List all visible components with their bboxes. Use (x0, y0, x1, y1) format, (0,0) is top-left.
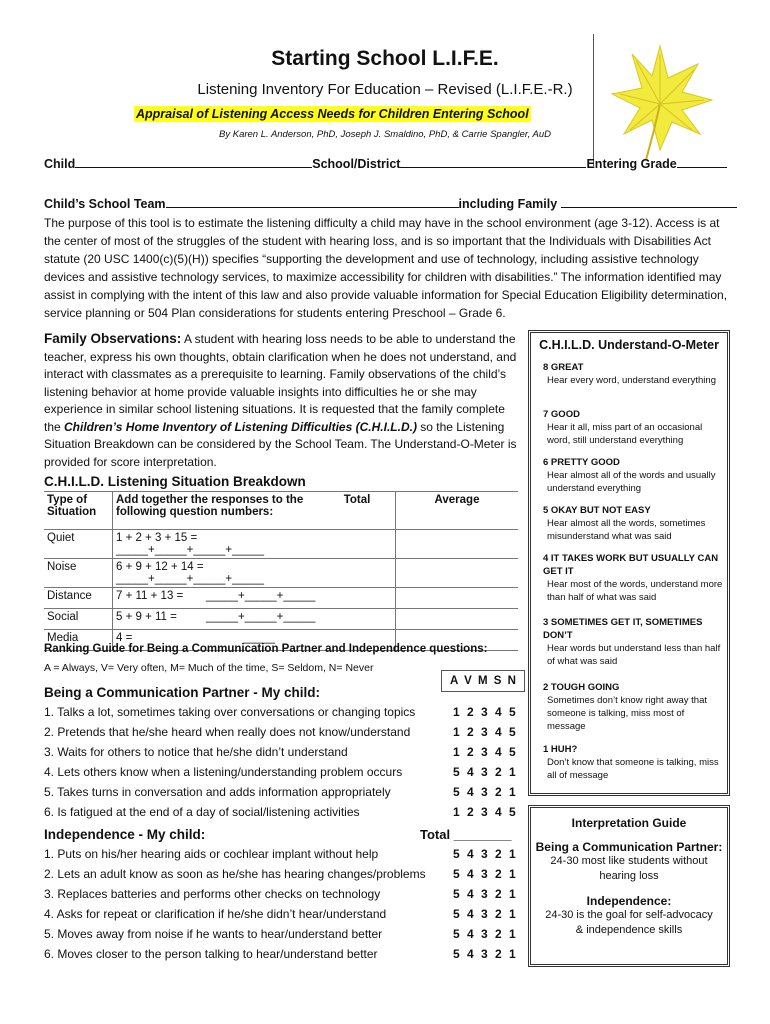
average-cell[interactable] (396, 530, 519, 559)
meter-level-1: 1 HUH? Don’t know that someone is talking, miss all of message (543, 744, 719, 781)
purpose-paragraph: The purpose of this tool is to estimate the listening difficulty a child may have in the school environment (age 3-12). Access is at the center of most of the struggles of the student with hearing loss, and is so important that the Individuals with Disabilities Act statute (20 USC 1400(c)(5)(H)) specifies “supporting the development and use of technology, including assistive technology devices and assistive technology services, to maximize accessibility for children with disabilities.” The information identified may assist in complying with the intent of this law and also provide valuable information for Special Education Eligibility determination, service planning or 504 Plan considerations for students entering Preschool – Grade 6. (44, 216, 728, 320)
interpretation-heading: Interpretation Guide (571, 816, 687, 830)
rating-scale[interactable]: 1 2 3 4 5 (453, 705, 516, 719)
average-cell[interactable] (396, 559, 519, 588)
breakdown-table (44, 491, 518, 651)
formula: 6 + 9 + 12 + 14 = (116, 561, 204, 573)
list-item: 6. Moves closer to the person talking to hear/understand better 5 4 3 2 1 (44, 947, 520, 967)
rating-scale[interactable]: 1 2 3 4 5 (453, 745, 516, 759)
team-field[interactable] (166, 195, 459, 208)
total-cell[interactable] (319, 559, 396, 588)
leaf-illustration (593, 34, 728, 166)
page-subtitle: Listening Inventory For Education – Revised (L.I.F.E.-R.) (197, 81, 573, 98)
rating-scale[interactable]: 1 2 3 4 5 (453, 725, 516, 739)
col-average-header: Average (396, 492, 519, 530)
meter-level-3: 3 SOMETIMES GET IT, SOMETIMES DON’T Hear words but understand less than half of what was said (543, 617, 721, 667)
meter-level-5: 5 OKAY BUT NOT EASY Hear almost all the words, sometimes misunderstand what was said (543, 505, 706, 542)
total-field[interactable]: Total ________ (420, 827, 512, 842)
child-info-row (44, 155, 728, 171)
child-label: Child (44, 157, 76, 171)
independence-guide-heading: Independence: (586, 894, 672, 908)
partner-guide-text: 24-30 most like students without hearing loss (550, 855, 708, 882)
rating-scale[interactable]: 5 4 3 2 1 (453, 887, 516, 901)
situation-type: Quiet (44, 530, 113, 559)
total-cell[interactable] (319, 588, 396, 609)
rating-scale[interactable]: 5 4 3 2 1 (453, 947, 516, 961)
total-cell[interactable] (319, 609, 396, 630)
child-field[interactable] (75, 155, 312, 168)
meter-level-6: 6 PRETTY GOOD Hear almost all of the words and usually understand everything (543, 457, 716, 494)
scale-header: A V M S N (441, 670, 525, 692)
partner-heading: Being a Communication Partner - My child: (44, 685, 321, 700)
average-cell[interactable] (396, 588, 519, 609)
table-row (44, 559, 518, 588)
table-row (44, 609, 518, 630)
page-title: Starting School L.I.F.E. (271, 47, 499, 70)
col-type-header: Type of Situation (44, 492, 113, 530)
formula: 4 = (116, 632, 133, 644)
blanks[interactable]: _____+_____+_____+_____ (116, 544, 265, 556)
formula: 5 + 9 + 11 = (116, 611, 177, 623)
school-field[interactable] (400, 155, 586, 168)
col-add-header: Add together the responses to the following question numbers: (113, 492, 320, 530)
appraisal-banner: Appraisal of Listening Access Needs for Children Entering School (136, 107, 529, 121)
list-item: 5. Takes turns in conversation and adds information appropriately 5 4 3 2 1 (44, 785, 520, 805)
breakdown-heading: C.H.I.L.D. Listening Situation Breakdown (44, 474, 306, 489)
list-item: 4. Lets others know when a listening/understanding problem occurs 5 4 3 2 1 (44, 765, 520, 785)
family-field[interactable] (561, 195, 737, 208)
situation-type: Social (44, 609, 113, 630)
grade-label: Entering Grade (586, 157, 677, 171)
grade-field[interactable] (677, 155, 727, 168)
child-inventory-title: Children’s Home Inventory of Listening Difficulties (C.H.I.L.D.) (64, 419, 417, 434)
interpretation-guide (528, 805, 730, 967)
situation-type: Distance (44, 588, 113, 609)
partner-guide-heading: Being a Communication Partner: (535, 840, 723, 854)
list-item: 6. Is fatigued at the end of a day of social/listening activities 1 2 3 4 5 (44, 805, 520, 825)
ranking-legend: A = Always, V= Very often, M= Much of the time, S= Seldom, N= Never (44, 662, 374, 674)
list-item: 3. Waits for others to notice that he/she didn’t understand 1 2 3 4 5 (44, 745, 520, 765)
rating-scale[interactable]: 5 4 3 2 1 (453, 867, 516, 881)
family-label: including Family (458, 197, 558, 211)
observations-text-2: so the Listening Situation Breakdown can be considered by the School Team. The Understand-O-Meter is provided for score interpretation. (44, 419, 517, 469)
total-cell[interactable] (319, 530, 396, 559)
table-row (44, 588, 518, 609)
rating-scale[interactable]: 5 4 3 2 1 (453, 927, 516, 941)
list-item: 3. Replaces batteries and performs other checks on technology 5 4 3 2 1 (44, 887, 520, 907)
list-item: 4. Asks for repeat or clarification if he/she didn’t hear/understand 5 4 3 2 1 (44, 907, 520, 927)
authors-byline: By Karen L. Anderson, PhD, Joseph J. Smaldino, PhD, & Carrie Spangler, AuD (219, 129, 551, 140)
blanks[interactable]: _____ (243, 632, 275, 644)
meter-level-4: 4 IT TAKES WORK BUT USUALLY CAN GET IT Hear most of the words, understand more than half of what was said (543, 553, 723, 603)
situation-type: Media (44, 630, 113, 651)
blanks[interactable]: _____+_____+_____ (206, 590, 316, 602)
rating-scale[interactable]: 5 4 3 2 1 (453, 907, 516, 921)
team-label: Child’s School Team (44, 197, 166, 211)
list-item: 2. Pretends that he/she heard when really does not know/understand 1 2 3 4 5 (44, 725, 520, 745)
list-item: 5. Moves away from noise if he wants to hear/understand better 5 4 3 2 1 (44, 927, 520, 947)
formula: 7 + 11 + 13 = (116, 590, 184, 602)
meter-level-8: 8 GREAT Hear every word, understand everything (543, 362, 716, 386)
observations-text-1: A student with hearing loss needs to be able to understand the teacher, express his own thoughts, obtain clarification when he does not understand, and interact with classmates as a prerequisite to learning. Family observations of the child’s listening behavior at home provide valuable insights into difficulties he or she may experience in similar school listening situations. It is requested that the family complete the (44, 332, 517, 434)
team-info-row (44, 195, 728, 211)
rating-scale[interactable]: 5 4 3 2 1 (453, 847, 516, 861)
list-item: 1. Puts on his/her hearing aids or cochlear implant without help 5 4 3 2 1 (44, 847, 520, 867)
meter-heading: C.H.I.L.D. Understand-O-Meter (539, 338, 719, 352)
rating-scale[interactable]: 5 4 3 2 1 (453, 765, 516, 779)
average-cell[interactable] (396, 609, 519, 630)
school-label: School/District (312, 157, 401, 171)
independence-heading: Independence - My child: (44, 827, 206, 842)
table-row (44, 530, 518, 559)
meter-level-7: 7 GOOD Hear it all, miss part of an occasional word, still understand everything (543, 409, 703, 446)
rating-scale[interactable]: 1 2 3 4 5 (453, 805, 516, 819)
col-total-header: Total (319, 492, 396, 530)
blanks[interactable]: _____+_____+_____ (206, 611, 316, 623)
understand-o-meter (528, 330, 730, 796)
formula: 1 + 2 + 3 + 15 = (116, 532, 198, 544)
independence-guide-text: 24-30 is the goal for self-advocacy & independence skills (545, 909, 713, 936)
situation-type: Noise (44, 559, 113, 588)
list-item: 2. Lets an adult know as soon as he/she has hearing changes/problems 5 4 3 2 1 (44, 867, 520, 887)
list-item: 1. Talks a lot, sometimes taking over conversations or changing topics 1 2 3 4 5 (44, 705, 520, 725)
observations-heading: Family Observations: (44, 331, 182, 346)
rating-scale[interactable]: 5 4 3 2 1 (453, 785, 516, 799)
meter-level-2: 2 TOUGH GOING Sometimes don’t know right away that someone is talking, miss most of message (543, 682, 707, 732)
family-observations (44, 330, 518, 471)
ranking-heading: Ranking Guide for Being a Communication Partner and Independence questions: (44, 643, 488, 655)
blanks[interactable]: _____+_____+_____+_____ (116, 573, 265, 585)
